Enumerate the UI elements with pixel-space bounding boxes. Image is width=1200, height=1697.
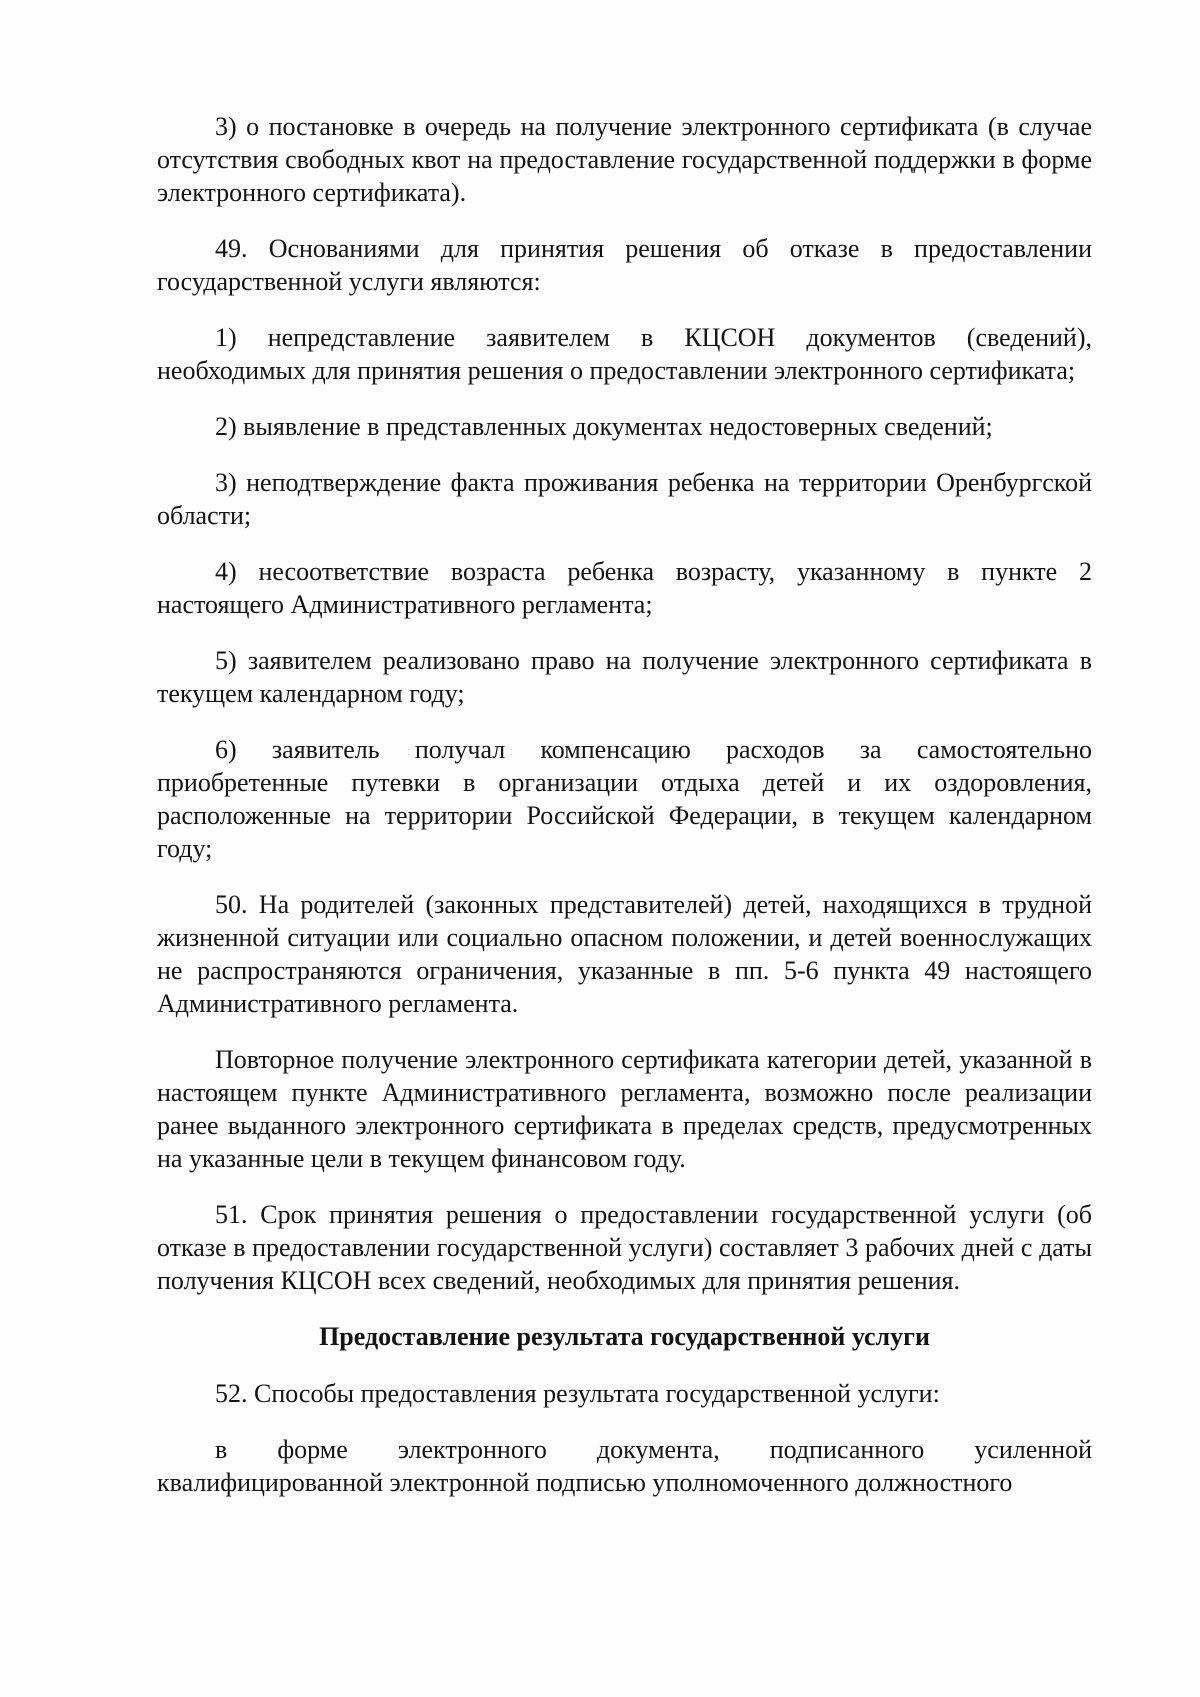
paragraph-52-electronic-form: в форме электронного документа, подписанного усиленной квалифицированной электронной подписью уполномоченного должностного: [157, 1435, 1092, 1497]
paragraph-49-item-5: 5) заявителем реализовано право на получение электронного сертификата в текущем календарном году;: [157, 646, 1092, 708]
paragraph-49-item-6: 6) заявитель получал компенсацию расходов за самостоятельно приобретенные путевки в организации отдыха детей и их оздоровления, расположенные на территории Российской Федерации, в текущем календарном году;: [157, 735, 1092, 863]
paragraph-49-item-3: 3) неподтверждение факта проживания ребенка на территории Оренбургской области;: [157, 468, 1092, 530]
paragraph-52: 52. Способы предоставления результата государственной услуги:: [215, 1379, 940, 1408]
document-body: [157, 110, 1092, 1522]
paragraph-49-intro: 49. Основаниями для принятия решения об отказе в предоставлении государственной услуги являются:: [157, 234, 1092, 296]
section-heading: Предоставление результата государственной услуги: [319, 1322, 930, 1351]
paragraph-item-3-queue: 3) о постановке в очередь на получение электронного сертификата (в случае отсутствия свободных квот на предоставление государственной поддержки в форме электронного сертификата).: [157, 112, 1092, 207]
paragraph-50-repeat: Повторное получение электронного сертификата категории детей, указанной в настоящем пункте Административного регламента, возможно после реализации ранее выданного электронного сертификата в пределах средств, предусмотренных на указанные цели в текущем финансовом году.: [157, 1045, 1092, 1173]
paragraph-49-item-2: 2) выявление в представленных документах недостоверных сведений;: [215, 412, 993, 441]
paragraph-49-item-1: 1) непредставление заявителем в КЦСОН документов (сведений), необходимых для принятия решения о предоставлении электронного сертификата;: [157, 323, 1092, 385]
paragraph-49-item-4: 4) несоответствие возраста ребенка возрасту, указанному в пункте 2 настоящего Административного регламента;: [157, 557, 1092, 619]
paragraph-51: 51. Срок принятия решения о предоставлении государственной услуги (об отказе в предоставлении государственной услуги) составляет 3 рабочих дней с даты получения КЦСОН всех сведений, необходимых для принятия решения.: [157, 1200, 1092, 1295]
paragraph-50: 50. На родителей (законных представителей) детей, находящихся в трудной жизненной ситуации или социально опасном положении, и детей военнослужащих не распространяются ограничения, указанные в пп. 5-6 пункта 49 настоящего Административного регламента.: [157, 890, 1092, 1018]
